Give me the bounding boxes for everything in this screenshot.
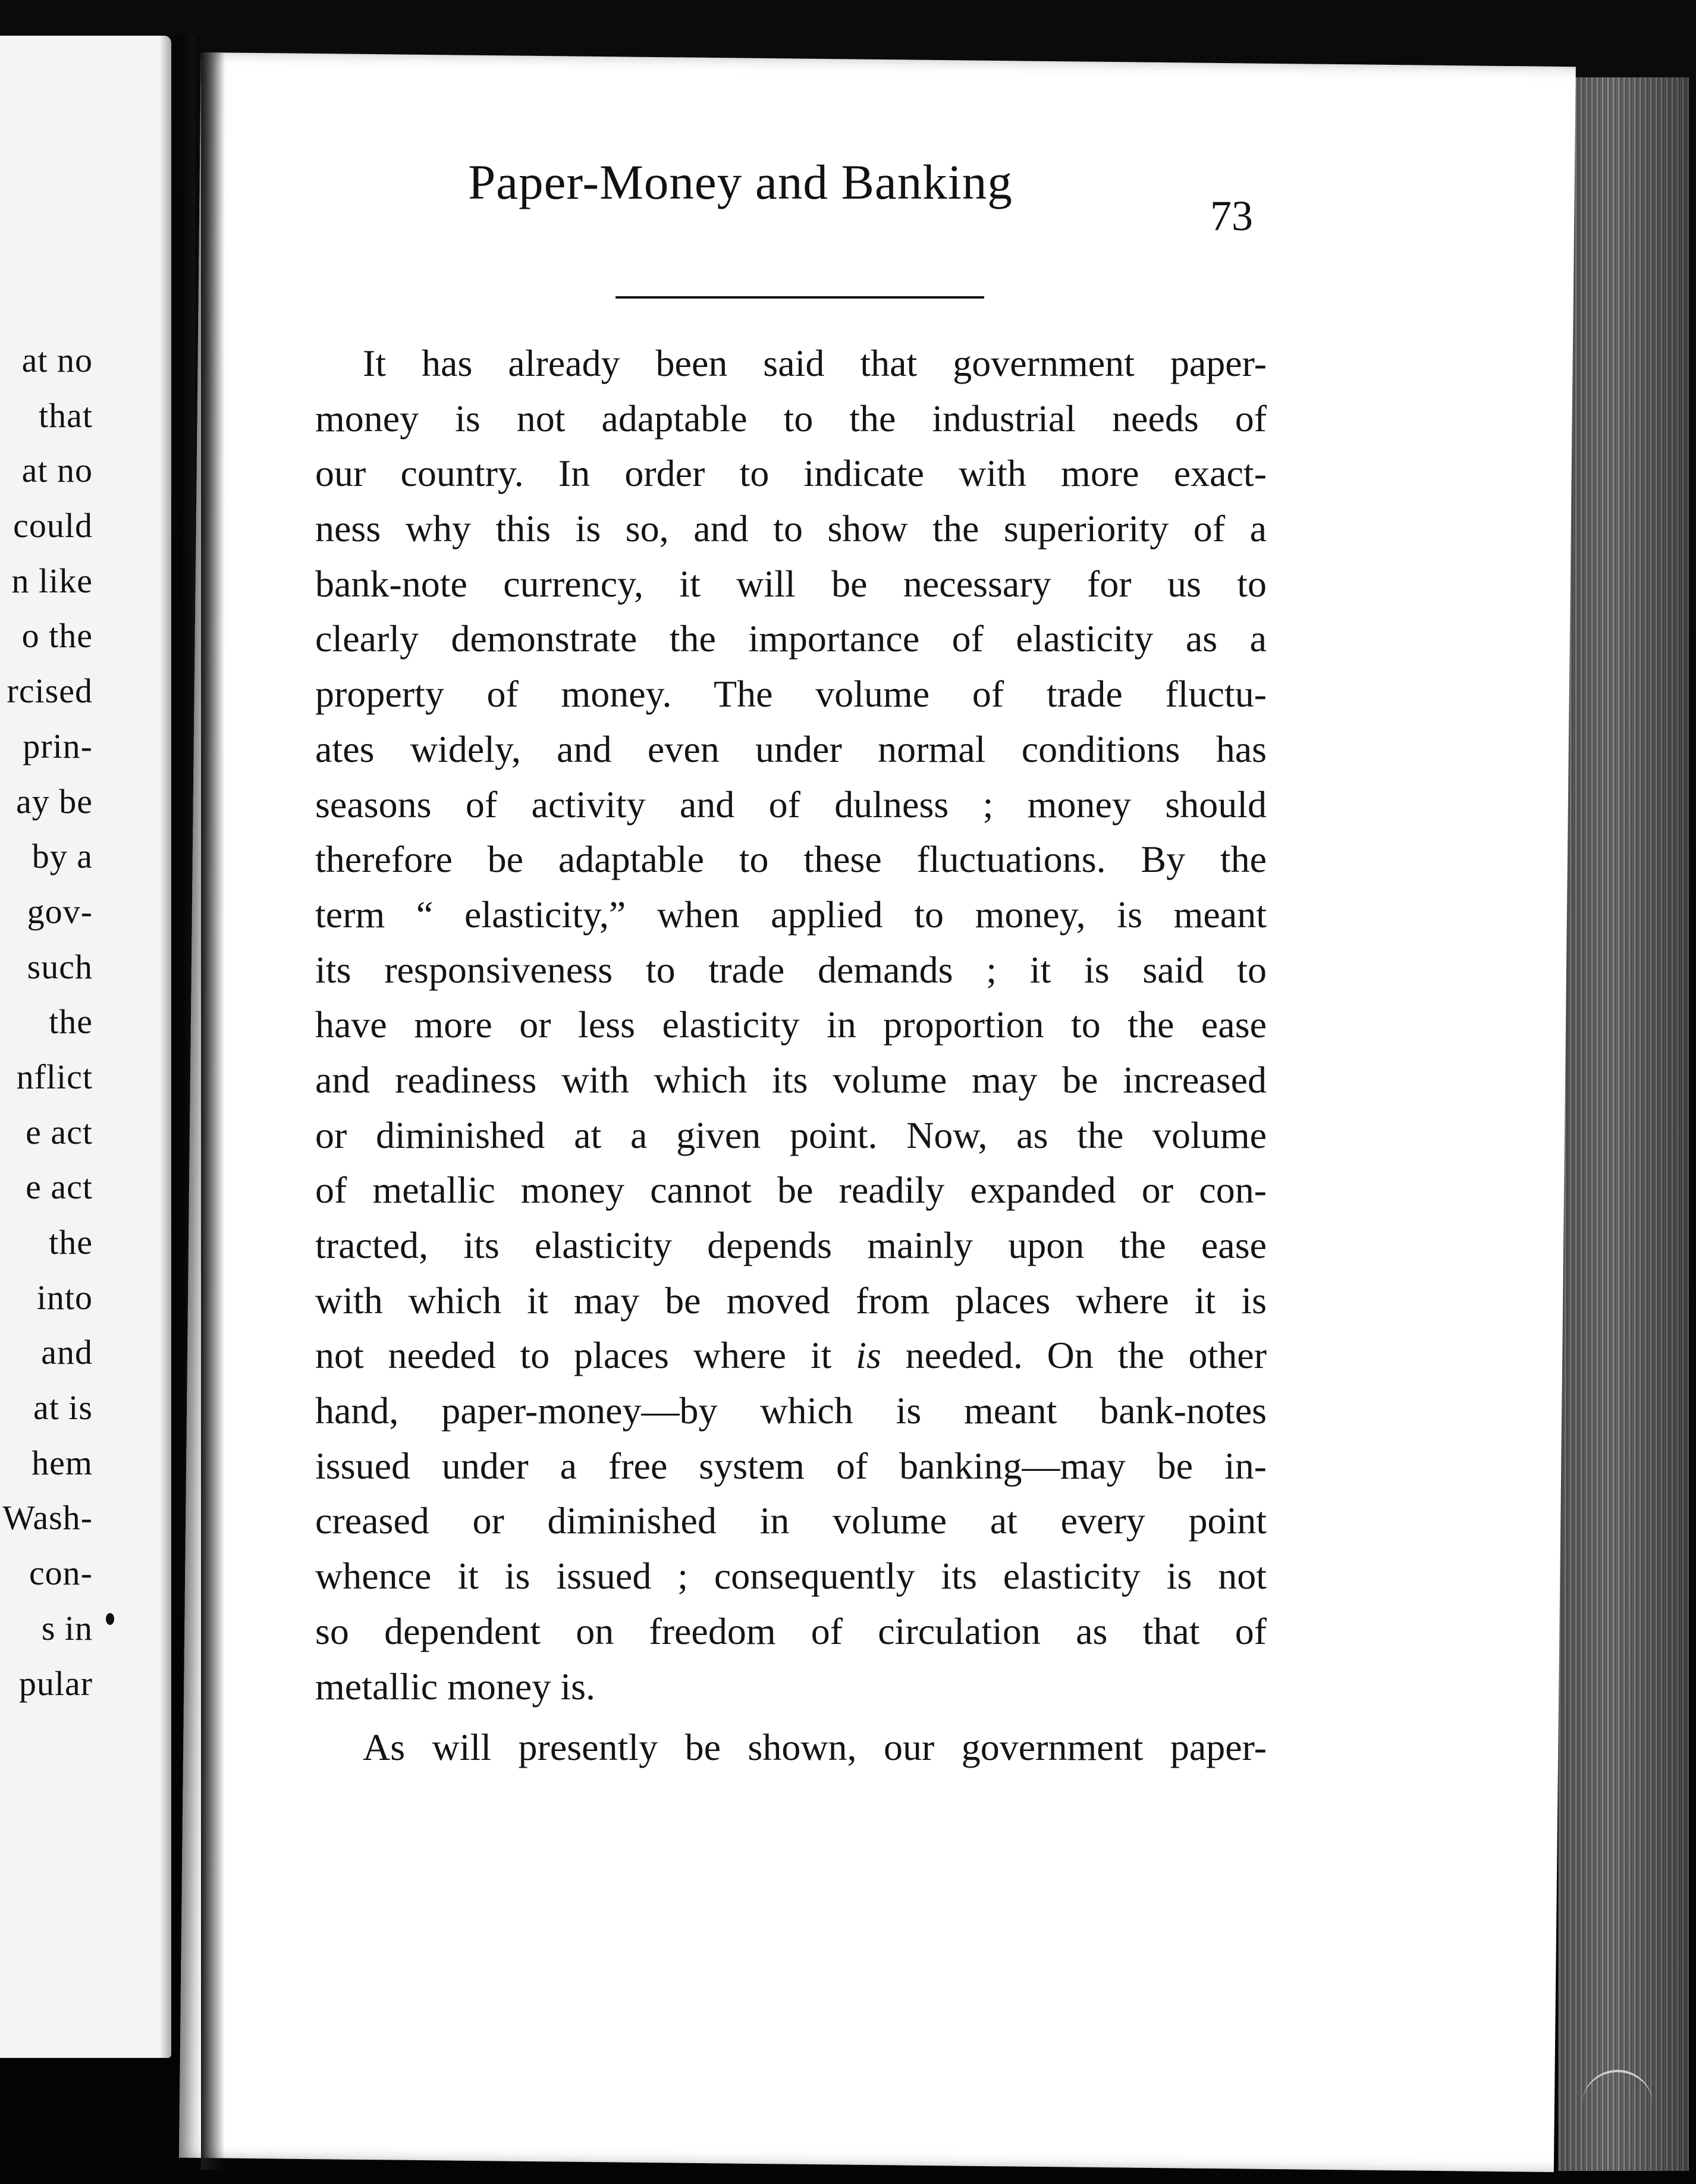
left-facing-page [0,36,171,2058]
left-page-line: nflict [16,1057,93,1096]
body-line: bank-note currency, it will be necessary for us to [315,562,1267,605]
body-line: therefore be adaptable to these fluctuations. By the [315,838,1267,881]
head-rule [615,296,984,299]
left-page-line: s in [41,1608,93,1648]
page-edge-shadow [201,52,225,2170]
body-line: money is not adaptable to the industrial needs of [315,397,1267,440]
left-page-line: at no [21,341,93,379]
left-page-line: into [36,1278,93,1317]
left-page-line: Wash- [2,1498,93,1537]
body-line: property of money. The volume of trade fluctu- [315,673,1267,716]
left-page-text [2,333,93,1711]
left-page-line: e act [26,1168,93,1207]
body-line: It has already been said that government paper- [363,342,1267,384]
body-line: not needed to places where it is needed. On the other [315,1334,1267,1377]
left-page-line: prin- [23,726,93,765]
body-line: tracted, its elasticity depends mainly upon the ease [315,1224,1267,1266]
body-text [315,336,1267,1775]
left-page-line: n like [11,561,93,600]
body-line: seasons of activity and of dulness ; money should [315,783,1267,826]
left-page-line: gov- [27,892,93,931]
left-page-line: the [49,1223,93,1262]
left-page-line: hem [32,1443,93,1482]
left-page-line: such [27,947,93,986]
body-line: metallic money is. [315,1665,595,1708]
body-line: of metallic money cannot be readily expanded or con- [315,1169,1267,1212]
body-line: and readiness with which its volume may be increased [315,1058,1267,1101]
body-line: creased or diminished in volume at every point [315,1499,1267,1542]
body-line: its responsiveness to trade demands ; it is said to [315,948,1267,991]
body-line: our country. In order to indicate with more exact- [315,452,1267,495]
body-line: issued under a free system of banking—may be in- [315,1444,1267,1487]
left-page-line: that [39,396,93,435]
left-page-line: could [13,506,93,545]
left-page-line: by a [32,837,93,876]
body-line: term “ elasticity,” when applied to money, is meant [315,893,1267,936]
left-page-line: o the [21,616,93,655]
left-page-line: rcised [7,671,93,711]
left-page-line: ay be [16,782,93,821]
body-line: ness why this is so, and to show the superiority of a [315,507,1267,550]
body-line: or diminished at a given point. Now, as the volume [315,1113,1267,1156]
body-line: with which it may be moved from places where it is [315,1279,1267,1322]
body-line: whence it is issued ; consequently its elasticity is not [315,1555,1267,1598]
body-line: hand, paper-money—by which is meant bank-notes [315,1389,1267,1432]
left-page-line: con- [29,1554,93,1593]
page-number: 73 [1210,192,1253,240]
left-page-line: and [41,1333,93,1372]
body-line: so dependent on freedom of circulation as that of [315,1609,1267,1652]
paragraph-gap [315,1714,1267,1720]
body-line: have more or less elasticity in proportion to the ease [315,1003,1267,1046]
body-line: clearly demonstrate the importance of elasticity as a [315,617,1267,660]
left-page-line: e act [26,1112,93,1151]
left-page-line: the [49,1002,93,1041]
left-page-line: at is [33,1388,93,1427]
page-block-shade [1558,77,1689,2171]
left-page-line: pular [18,1664,93,1703]
running-head: Paper-Money and Banking [468,155,1013,209]
left-page-line: at no [21,451,93,490]
ink-speck [106,1613,114,1625]
body-line: ates widely, and even under normal conditions has [315,727,1267,770]
body-line: As will presently be shown, our government paper- [363,1726,1267,1769]
